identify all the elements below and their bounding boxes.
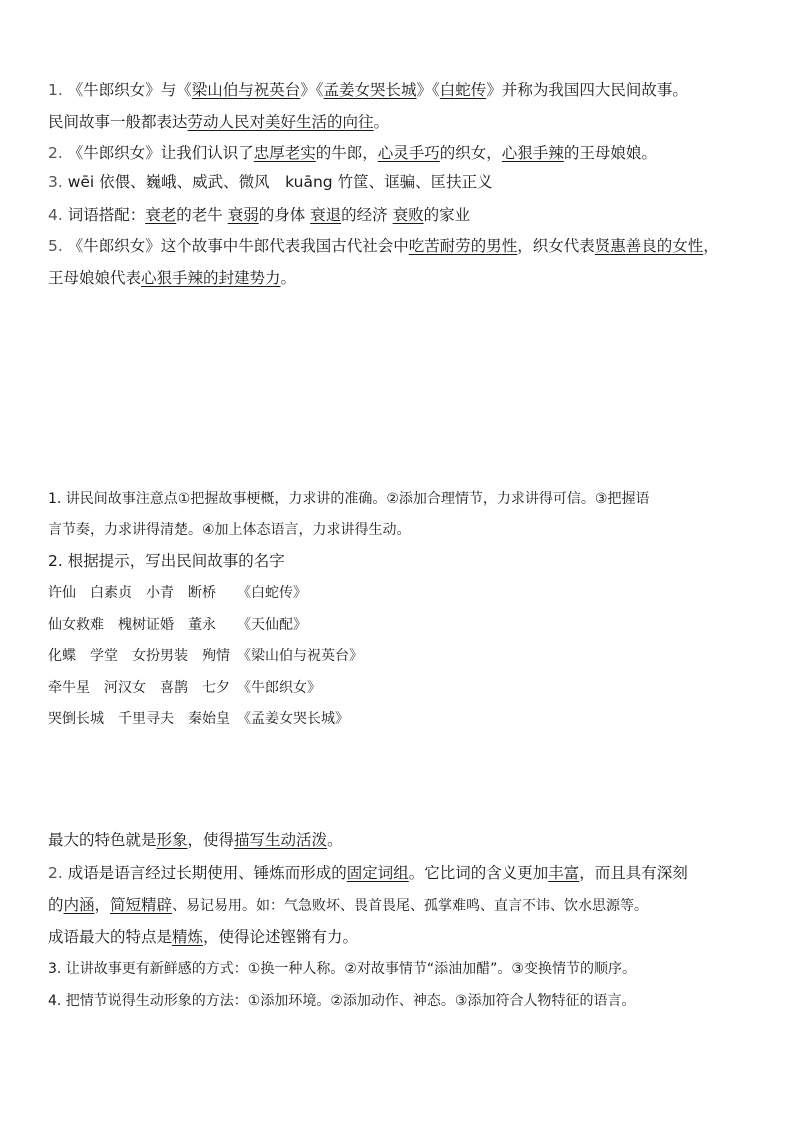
s3-line-1: 最大的特色就是形象，使得描写生动活泼。: [48, 831, 343, 849]
s3-line-4: 成语最大的特点是精炼，使得论述铿锵有力。: [48, 928, 359, 946]
s3-line-2: 2. 成语是语言经过长期使用、锤炼而形成的固定词组。它比词的含义更加丰富，而且具有深刻: [48, 864, 688, 882]
s1-line-7: 王母娘娘代表心狠手辣的封建势力。: [48, 269, 297, 287]
s2-line-1: 1. 讲民间故事注意点①把握故事梗概，力求讲的准确。②添加合理情节，力求讲得可信。③把握语: [48, 491, 650, 507]
s2-line-2: 言节奏，力求讲得清楚。④加上体态语言，力求讲得生动。: [48, 522, 411, 538]
s1-line-6: 5. 《牛郎织女》这个故事中牛郎代表我国古代社会中吃苦耐劳的男性，织女代表贤惠善良的女性，: [48, 237, 719, 255]
s1-line-3: 2. 《牛郎织女》让我们认识了忠厚老实的牛郎，心灵手巧的织女，心狠手辣的王母娘娘。: [48, 144, 657, 162]
s2-story-row-3: 化蝶 学堂 女扮男装 殉情 《梁山伯与祝英台》: [48, 648, 363, 664]
s1-line-4: 3. wēi 依偎、巍峨、威武、微风 kuāng 竹筐、诓骗、匡扶正义: [48, 173, 493, 191]
s3-line-3: 的内涵，简短精辟、易记易用。如：气急败坏、畏首畏尾、孤掌难鸣、直言不讳、饮水思源等。: [48, 896, 649, 914]
s2-story-row-4: 牵牛星 河汉女 喜鹊 七夕 《牛郎织女》: [48, 680, 321, 696]
s1-line-5: 4. 词语搭配：衰老的老牛 衰弱的身体 衰退的经济 衰败的家业: [48, 206, 471, 224]
s3-line-5: 3. 让讲故事更有新鲜感的方式：①换一种人称。②对故事情节“添油加醋”。③变换情节的顺序。: [48, 961, 636, 977]
s2-story-row-1: 许仙 白素贞 小青 断桥 《白蛇传》: [48, 585, 307, 601]
s2-story-row-2: 仙女救难 槐树证婚 董永 《天仙配》: [48, 617, 307, 633]
s3-line-6: 4. 把情节说得生动形象的方法：①添加环境。②添加动作、神态。③添加符合人物特征的语言。: [48, 993, 636, 1009]
s1-line-2: 民间故事一般都表达劳动人民对美好生活的向往。: [48, 113, 390, 131]
s2-line-3: 2. 根据提示，写出民间故事的名字: [48, 552, 285, 570]
s2-story-row-5: 哭倒长城 千里寻夫 秦始皇 《孟姜女哭长城》: [48, 711, 349, 727]
s1-line-1: 1. 《牛郎织女》与《梁山伯与祝英台》《孟姜女哭长城》《白蛇传》并称为我国四大民间故事。: [48, 81, 688, 99]
